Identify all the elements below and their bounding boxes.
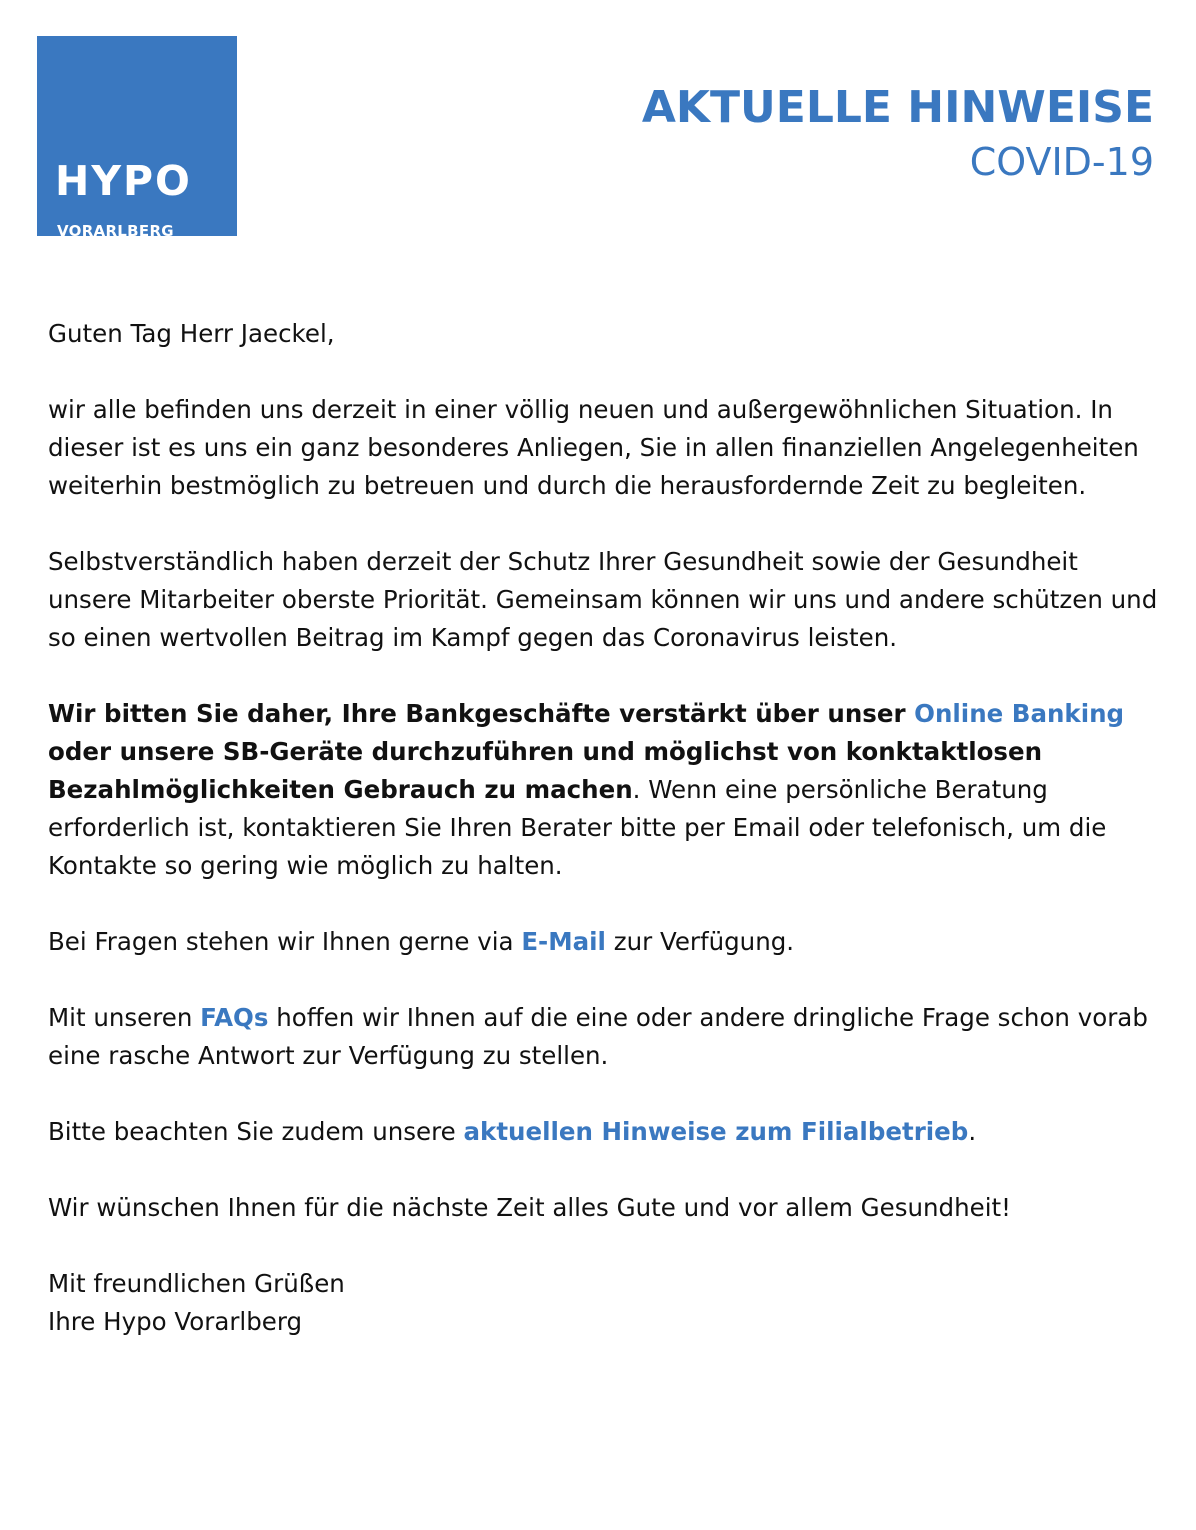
closing: Mit freundlichen Grüßen [48,1269,345,1298]
faqs-link[interactable]: FAQs [200,1003,269,1032]
online-banking-link[interactable]: Online Banking [914,699,1125,728]
email-text-end: zur Verfügung. [605,927,795,956]
branch-text-start: Bitte beachten Sie zudem unsere [48,1117,464,1146]
branch-text-end: . [968,1117,977,1146]
greeting: Guten Tag Herr Jaeckel, [48,319,335,348]
branch-notice-link[interactable]: aktuellen Hinweise zum Filialbetrieb [463,1117,969,1146]
letter-body [48,315,1158,1341]
paragraph-faqs [48,999,1158,1075]
logo-sub-text: VORARLBERG [57,222,174,240]
bold-request-end: oder unsere SB-Geräte durchzuführen und möglichst von konktaktlosen Bezahlmöglichkeiten Gebrauch zu machen [48,737,1043,804]
paragraph-situation: wir alle befinden uns derzeit in einer völlig neuen und außergewöhnlichen Situation. In dieser ist es uns ein ganz besonderes Anliegen, Sie in allen finanziellen Angelegenheiten weiterhin bestmöglich zu betreuen und durch die herausfordernde Zeit zu begleiten. [48,395,1139,500]
faqs-text-end: hoffen wir Ihnen auf die eine oder andere dringliche Frage schon vorab eine rasche Antwort zur Verfügung zu stellen. [48,1003,1148,1070]
header-title: AKTUELLE HINWEISE [641,82,1154,133]
paragraph-online-banking-rest: . Wenn eine persönliche Beratung erforderlich ist, kontaktieren Sie Ihren Berater bitte per Email oder telefonisch, um die Kontakte so gering wie möglich zu halten. [48,775,1107,880]
bold-request-start: Wir bitten Sie daher, Ihre Bankgeschäfte verstärkt über unser [48,699,915,728]
hypo-vorarlberg-logo [37,36,237,240]
paragraph-wishes: Wir wünschen Ihnen für die nächste Zeit alles Gute und vor allem Gesundheit! [48,1193,1011,1222]
header-subtitle: COVID-19 [969,140,1154,184]
paragraph-health: Selbstverständlich haben derzeit der Schutz Ihrer Gesundheit sowie der Gesundheit unsere Mitarbeiter oberste Priorität. Gemeinsam können wir uns und andere schützen und so einen wertvollen Beitrag im Kampf gegen das Coronavirus leisten. [48,547,1158,652]
paragraph-email [48,923,1158,961]
closing-block [48,1265,1158,1341]
faqs-text-start: Mit unseren [48,1003,201,1032]
email-text-start: Bei Fragen stehen wir Ihnen gerne via [48,927,522,956]
logo-main-text: HYPO [55,157,192,205]
paragraph-online-banking [48,695,1158,885]
signature: Ihre Hypo Vorarlberg [48,1307,303,1336]
paragraph-branch [48,1113,1158,1151]
email-link[interactable]: E-Mail [521,927,606,956]
